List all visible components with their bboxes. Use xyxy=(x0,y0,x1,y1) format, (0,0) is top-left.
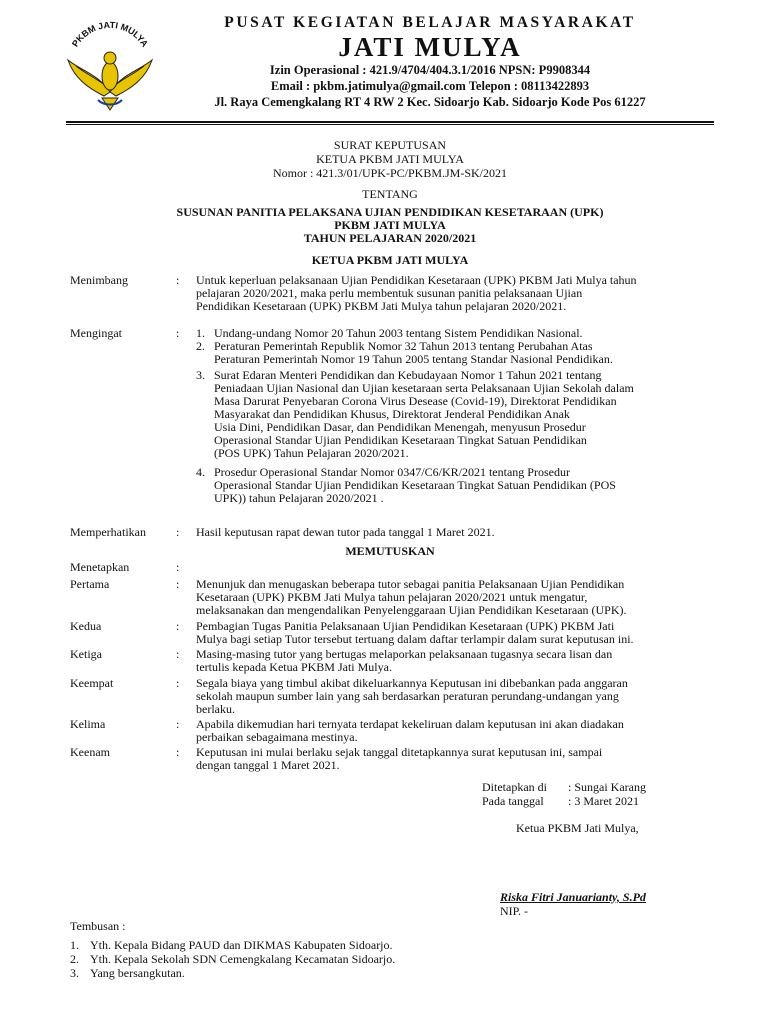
mengingat-item-line: Peraturan Pemerintah Nomor 19 Tahun 2005 tentang Standar Nasional Pendidikan. xyxy=(214,352,613,366)
decision-colon: : xyxy=(176,577,180,591)
decision-label: Ketiga xyxy=(70,647,102,661)
decision-colon: : xyxy=(176,676,180,690)
decision-line: Pembagian Tugas Panitia Pelaksanaan Ujian Pendidikan Kesetaraan (UPK) PKBM Jati xyxy=(196,619,615,633)
subject-line1: SUSUNAN PANITIA PELAKSANA UJIAN PENDIDIKAN KESETARAAN (UPK) xyxy=(176,205,604,219)
letterhead-divider-thin xyxy=(66,124,714,125)
mengingat-number: 2. xyxy=(196,339,205,353)
letterhead-contact: Email : pkbm.jatimulya@gmail.com Telepon : 08113422893 xyxy=(270,79,590,93)
subject-line2: PKBM JATI MULYA xyxy=(334,218,446,232)
decision-line: Mulya bagi setiap Tutor tersebut tertuang dalam daftar terlampir dalam surat keputusan ini. xyxy=(196,632,634,646)
decision-line: Segala biaya yang timbul akibat dikeluarkannya Keputusan ini dibebankan pada anggaran xyxy=(196,676,628,690)
decision-line: Keputusan ini mulai berlaku sejak tanggal ditetapkannya surat keputusan ini, sampai xyxy=(196,745,603,759)
decision-line: Menunjuk dan menugaskan beberapa tutor sebagai panitia Pelaksanaan Ujian Pendidikan xyxy=(196,577,625,591)
menimbang-line: Untuk keperluan pelaksanaan Ujian Pendidikan Kesetaraan (UPK) PKBM Jati Mulya tahun xyxy=(196,273,637,287)
letterhead-address: Jl. Raya Cemengkalang RT 4 RW 2 Kec. Sidoarjo Kab. Sidoarjo Kode Pos 61227 xyxy=(214,95,646,109)
mengingat-label: Mengingat xyxy=(70,326,122,340)
mengingat-item-line: Masa Darurat Penyebaran Corona Virus Desease (Covid-19), Direktorat Pendidikan xyxy=(214,394,617,408)
decision-colon: : xyxy=(176,745,180,759)
decision-line: dengan tanggal 1 Maret 2021. xyxy=(196,758,340,772)
memperhatikan-text: Hasil keputusan rapat dewan tutor pada tanggal 1 Maret 2021. xyxy=(196,525,495,539)
tanggal-label: Pada tanggal xyxy=(482,794,544,808)
mengingat-colon: : xyxy=(176,326,180,340)
decision-label: Kedua xyxy=(70,619,102,633)
mengingat-item-line: UPK)) tahun Pelajaran 2020/2021 . xyxy=(214,491,384,505)
menimbang-line: Pendidikan Kesetaraan (UPK) PKBM Jati Mulya tahun pelajaran 2020/2021. xyxy=(196,299,567,313)
ditetapkan-label: Ditetapkan di xyxy=(482,780,547,794)
letterhead-name: JATI MULYA xyxy=(338,32,522,62)
mengingat-item-line: Undang-undang Nomor 20 Tahun 2003 tentang Sistem Pendidikan Nasional. xyxy=(214,326,583,340)
mengingat-item-line: Peniadaan Ujian Nasional dan Ujian kesetaraan serta Pelaksanaan Ujian Sekolah dalam xyxy=(214,381,634,395)
menimbang-line: pelajaran 2020/2021, maka perlu membentuk susunan panitia pelaksanaan Ujian xyxy=(196,286,583,300)
decision-colon: : xyxy=(176,717,180,731)
signer-nip: NIP. - xyxy=(500,904,529,918)
mengingat-item-line: Usia Dini, Pendidikan Dasar, dan Pendidikan Menengah, menyusun Prosedur xyxy=(214,420,586,434)
decision-colon: : xyxy=(176,619,180,633)
subject-line3: TAHUN PELAJARAN 2020/2021 xyxy=(303,231,477,245)
mengingat-item-line: Peraturan Pemerintah Republik Nomor 32 Tahun 2013 tentang Perubahan Atas xyxy=(214,339,593,353)
letterhead-divider xyxy=(66,121,714,123)
mengingat-item-line: Prosedur Operasional Standar Nomor 0347/C6/KR/2021 tentang Prosedur xyxy=(214,465,570,479)
menetapkan-label: Menetapkan xyxy=(70,560,130,574)
tembusan-item: Yang bersangkutan. xyxy=(90,966,185,980)
ditetapkan-value: : Sungai Karang xyxy=(568,780,646,794)
mengingat-number: 3. xyxy=(196,368,205,382)
tembusan-label: Tembusan : xyxy=(70,919,126,933)
memperhatikan-label: Memperhatikan xyxy=(70,525,146,539)
letterhead-line1: PUSAT KEGIATAN BELAJAR MASYARAKAT xyxy=(224,14,636,31)
mengingat-number: 1. xyxy=(196,326,205,340)
mengingat-number: 4. xyxy=(196,465,205,479)
title-tentang: TENTANG xyxy=(362,187,418,201)
tembusan-number: 1. xyxy=(70,938,79,952)
decision-line: Kesetaraan (UPK) PKBM Jati Mulya tahun pelajaran 2020/2021 untuk mengatur, xyxy=(196,590,588,604)
title-ketua: KETUA PKBM JATI MULYA xyxy=(316,152,464,166)
decision-line: perbaikan sebagaimana mestinya. xyxy=(196,730,358,744)
heading-ketua: KETUA PKBM JATI MULYA xyxy=(311,253,469,267)
decision-label: Keempat xyxy=(70,676,114,690)
signer-name: Riska Fitri Januarianty, S.Pd xyxy=(500,890,646,904)
decision-label: Kelima xyxy=(70,717,106,731)
title-nomor: Nomor : 421.3/01/UPK-PC/PKBM.JM-SK/2021 xyxy=(272,166,508,180)
decision-line: Apabila dikemudian hari ternyata terdapat kekeliruan dalam keputusan ini akan diadakan xyxy=(196,717,624,731)
decision-line: melaksanakan dan mengendalikan Penyelenggaraan Ujian Pendidikan Kesetaraan (UPK). xyxy=(196,603,627,617)
menetapkan-colon: : xyxy=(176,560,180,574)
mengingat-item-line: Operasional Standar Ujian Pendidikan Kesetaraan Tingkat Satuan Pendidikan xyxy=(214,433,587,447)
decision-label: Pertama xyxy=(70,577,110,591)
tembusan-number: 2. xyxy=(70,952,79,966)
decision-line: berlaku. xyxy=(196,702,235,716)
decision-line: tertulis kepada Ketua PKBM Jati Mulya. xyxy=(196,660,392,674)
mengingat-item-line: Surat Edaran Menteri Pendidikan dan Kebudayaan Nomor 1 Tahun 2021 tentang xyxy=(214,368,602,382)
letterhead-izin: Izin Operasional : 421.9/4704/404.3.1/2016 NPSN: P9908344 xyxy=(269,63,591,77)
decision-label: Keenam xyxy=(70,745,110,759)
tembusan-number: 3. xyxy=(70,966,79,980)
menimbang-colon: : xyxy=(176,273,180,287)
memperhatikan-colon: : xyxy=(176,525,180,539)
tanggal-value: : 3 Maret 2021 xyxy=(568,794,639,808)
heading-memutuskan: MEMUTUSKAN xyxy=(345,544,435,558)
mengingat-item-line: Operasional Standar Ujian Pendidikan Kesetaraan Tingkat Satuan Pendidikan (POS xyxy=(214,478,616,492)
menimbang-label: Menimbang xyxy=(70,273,128,287)
mengingat-item-line: (POS UPK) Tahun Pelajaran 2020/2021. xyxy=(214,446,409,460)
svg-text:PKBM JATI MULYA xyxy=(70,20,150,49)
tembusan-item: Yth. Kepala Bidang PAUD dan DIKMAS Kabupaten Sidoarjo. xyxy=(90,938,393,952)
mengingat-item-line: Masyarakat dan Pendidikan Khusus, Direktorat Jenderal Pendidikan Anak xyxy=(214,407,570,421)
decision-colon: : xyxy=(176,647,180,661)
decision-line: sekolah maupun sumber lain yang sah berdasarkan peraturan perundang-undangan yang xyxy=(196,689,619,703)
signer-title: Ketua PKBM Jati Mulya, xyxy=(516,821,639,835)
logo-text: PKBM JATI MULYA xyxy=(69,19,150,49)
decision-line: Masing-masing tutor yang bertugas melaporkan pelaksanaan tugasnya secara lisan dan xyxy=(196,647,613,661)
tembusan-item: Yth. Kepala Sekolah SDN Cemengkalang Kecamatan Sidoarjo. xyxy=(90,952,396,966)
title-surat-keputusan: SURAT KEPUTUSAN xyxy=(333,138,447,152)
